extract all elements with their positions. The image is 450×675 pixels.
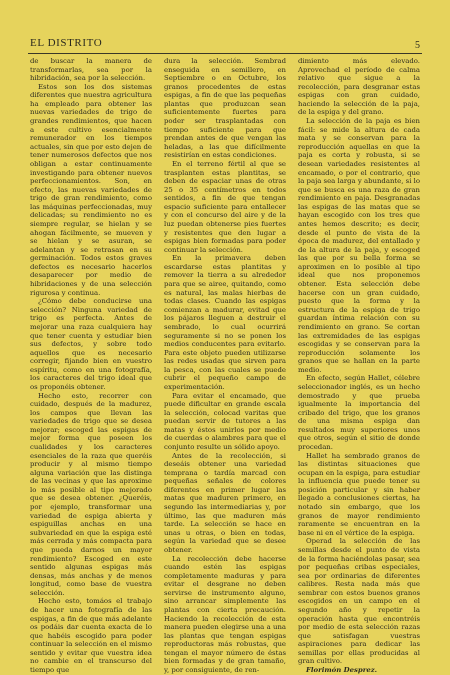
- paragraph: Hecho esto, tomáos el trabajo de hacer una fotografía de las espigas, a fin de que más adelante os podáis dar cuenta exacta de lo que habéis escogido para poder continuar la selección en el mismo sentido y evitar que vuestra idea no cambie en el transcurso del tiempo que: [30, 597, 152, 675]
- paragraph: La selección de la paja es bien fácil: se mide la altura de cada mata y se conservan para la reproducción aquellas en que la paja es corta y robusta, si se desean variedades resistentes al encamado, o por el contrario, que la paja sea larga y abundante, si lo que se busca es una raza de gran rendimiento en paja. Desgranadas las espigas de las matas que se hayan escogido con los tres que antes hemos descrito; es decir, desde el punto de vista de la época de madurez, del entallado y de la altura de la paja, y escoged las que por su bella forma se aproximen en lo posible al tipo ideal que nos proponemos obtener. Esta selección debe hacerse con un gran cuidado, puesto que la forma y la estructura de la espiga de trigo guardan íntima relación con su rendimiento en grano. Se cortan las extremidades de las espigas escogidas y se conservan para la reproducción solamente los granos que se hallan en la parte medio.: [298, 117, 420, 374]
- author-signature: Florimón Desprez.: [306, 666, 378, 675]
- page-number: 5: [415, 40, 420, 51]
- paragraph: En efecto, según Hallet, célebre seleccionador inglés, es un hecho demostrado y que prueba igualmente la importancia del cribado del trigo, que los granos de una misma espiga dan resultados muy superiores unos que otros, según el sitio de donde procedan.: [298, 374, 420, 452]
- text-column-2: [164, 57, 286, 675]
- paragraph: dura la selección. Sembrad enseguida en semillero, en Septiembre o en Octubre, los granos procedentes de estas espigas, a fin de que las pequeñas plantas que produzcan sean suficientemente fuertes para poder ser trasplantadas con tiempo suficiente para que prendan antes de que vengan las heladas, a las que difícilmente resistirían en estas condiciones.: [164, 57, 286, 160]
- paragraph: Antes de la recolección, si deseáis obtener una variedad temprana o tardía marcad con pequeñas señales de colores diferentes en primer lugar las matas que maduren primero, en segundo las intermediarias y, por último, las que maduren más tarde. La selección se hace en unas u otras, o bien en todas, según la variedad que se desee obtener.: [164, 451, 286, 554]
- paragraph: de buscar la manera de transformarlas, sea por la hibridación, sea por la selección.: [30, 57, 152, 83]
- paragraph: La recolección debe hacerse cuando estén las espigas completamente maduras y para evitar el desgrane no deben servirse de instrumento alguno, sino arrancar simplemente las plantas con cierta precaución. Haciendo la recolección de esta manera pueden elegirse una a una las plantas que tengan espigas reproductoras más robustas, que tengan el mayor número de éstas bien formadas y de gran tamaño, y, por consiguiente, de ren-: [164, 554, 286, 675]
- paragraph: dimiento más elevado. Aprovechad el período de calma relativo que sigue a la recolección, para desgranar estas espigas con gran cuidado, haciendo la selección de la paja, de la espiga y del grano.: [298, 57, 420, 117]
- magazine-title: EL DISTRITO: [30, 37, 103, 49]
- paragraph: Operad la selección de las semillas desde el punto de vista de la forma haciéndolas pasar, sea por pequeñas cribas especiales, sea por ordinarias de diferentes calibres. Resta nada más que sembrar con estos buenos granos escogidos en un campo en el segundo año y repetir la operación hasta que encontréis por medio de esta selección razas que satisfagan vuestras aspiraciones para dedicar las semillas por ellas producidas al gran cultivo.: [298, 537, 420, 666]
- paragraph: Hecho esto, recorrer con cuidado, después de la madurez, los campos que llevan las variedades de trigo que se desea mejorar; escoged las espigas de mejor forma que poseen los cualidades y los caracteres esenciales de la raza que queréis producir y al mismo tiempo alguna variación que las distinga de las vecinas y que las aproxime lo más posible al tipo mejorado que se desea obtener. ¿Queréis, por ejemplo, transformar una variedad de espiga abierta y espiguillas anchas en una subvariedad en que la espiga esté más cerrada y más compacta para que pueda darnos un mayor rendimiento? Escoged en este sentido algunas espigas más densas, más anchas y de menos longitud, como base de vuestra selección.: [30, 391, 152, 597]
- paragraph: Estos son los dos sistemas diferentes que nuestra agricultura ha empleado para obtener las nuevas variedades de trigo de grandes rendimientos, que hacen a este cultivo esencialmente remunerador en los tiempos actuales, sin que por esto dejen de tener numerosos defectos que nos obligan a estar continuamente investigando para obtener nuevos perfeccionamientos. Son, en efecto, las nuevas variedades de trigo de gran rendimiento, como las máquinas perfeccionadas, muy delicadas; su rendimiento no es siempre regular, se hielan y se ahogan fácilmente, se mueven y se hielan y se asuran, se adelantan y se retrasan en su germinación. Todos estos graves defectos es necesario hacerlos desaparecer por medio de hibridaciones y de una selección rigurosa y continua.: [30, 82, 152, 297]
- paragraph: Hallet ha sembrado granos de las distintas situaciones que ocupan en la espiga, para estudiar la influencia que puede tener su posición particular y sin haber llegado a conclusiones ciertas, ha notado sin embargo, que los granos de mayor rendimiento raramente se encuentran en la base ni en el vértice de la espiga.: [298, 451, 420, 537]
- header-rule: [28, 53, 422, 54]
- paragraph: ¿Cómo debe conducirse una selección? Ninguna variedad de trigo es perfecta. Antes de mejorar una raza cualquiera hay que tener cuenta y estudiar bien sus defectos, y sobre todo aquellos que es necesario corregir, fijando bien en vuestro espíritu, como en una fotografía, los caracteres del trigo ideal que os proponéis obtener.: [30, 297, 152, 391]
- text-column-1: [30, 57, 152, 675]
- text-column-3: [298, 57, 420, 675]
- paragraph: Para evitar el encamado, que puede dificultar en grande escala la selección, colocad varitas que puedan servir de tutores a las matas y éstos unirlos por medio de cuerdas o alambres para que el conjunto resulte un sólido apoyo.: [164, 391, 286, 452]
- paragraph: En el terreno fértil al que se trasplanten estas plantitas, se deben de espaciar unas de otras 25 o 35 centímetros en todos sentidos, a fin de que tengan espacio suficiente para entallecer y con el concurso del aire y de la luz puedan obtenerse pies fuertes y resistentes que den lugar a espigas bien formadas para poder continuar la selección.: [164, 159, 286, 254]
- paragraph: En la primavera deben escardarse estas plantitas y remover la tierra a su alrededor para que se airee, quitando, como es natural, las malas hierbas de todas clases. Cuando las espigas comienzan a madurar, evitad que los pájaros lleguen a destruir el sembrado, lo cual ocurrirá seguramente si no se ponen los medios conducentes para evitarlo. Para este objeto pueden utilizarse las redes usadas que sirven para la pesca, con las cuales se puede cubrir el pequeño campo de experimentación.: [164, 254, 286, 391]
